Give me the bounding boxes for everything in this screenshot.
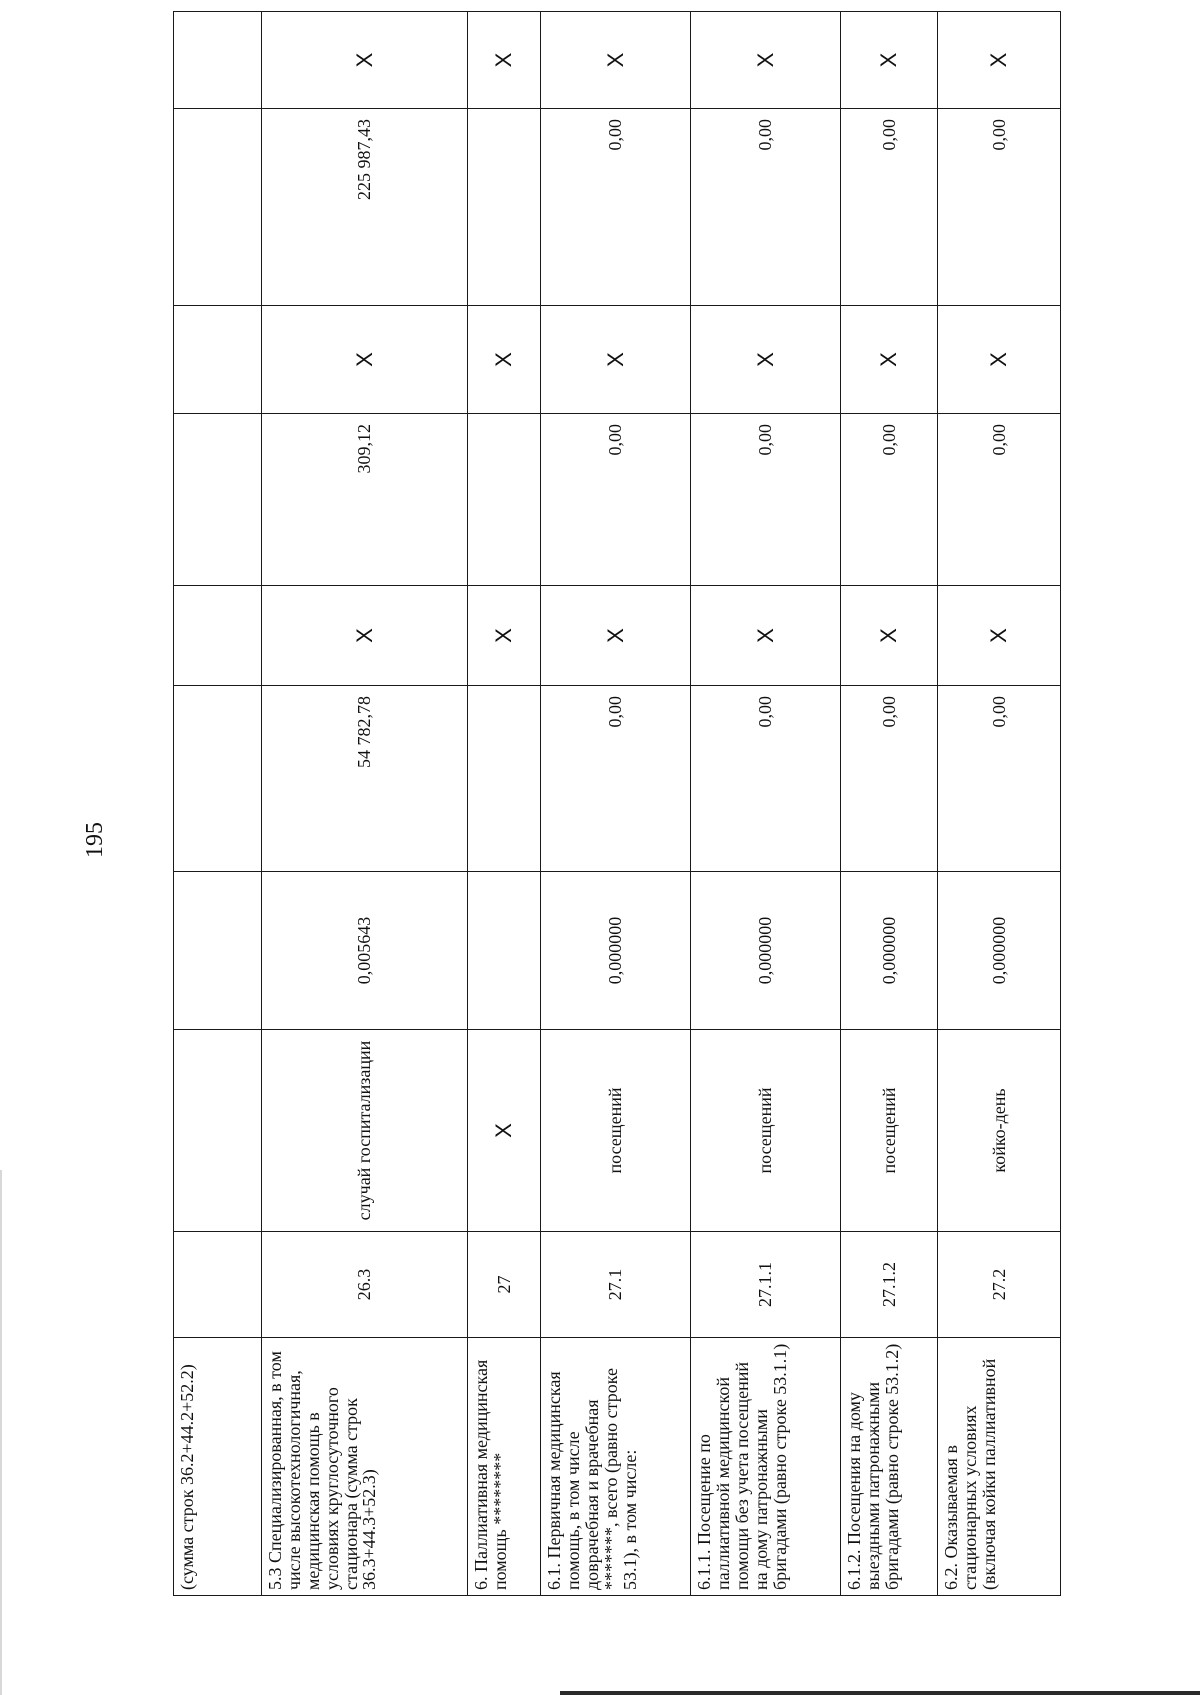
rotated-table-container: [173, 52, 1060, 1596]
table-row: [174, 12, 262, 1596]
value-cell: X: [841, 586, 938, 686]
financing-table: [173, 11, 1061, 1596]
row-label: (сумма строк 36.2+44.2+52.2): [174, 1338, 262, 1596]
value-cell: 0,00: [691, 414, 841, 586]
value-cell: 0,000000: [841, 872, 938, 1030]
value-cell: [174, 586, 262, 686]
value-cell: 0,00: [541, 686, 691, 872]
scan-edge-bottom: [560, 1691, 1200, 1695]
value-cell: X: [262, 306, 468, 414]
unit-cell: X: [468, 1030, 541, 1232]
row-number: 27.1: [541, 1232, 691, 1338]
value-cell: [174, 12, 262, 109]
value-cell: 0,00: [841, 686, 938, 872]
value-cell: X: [262, 586, 468, 686]
table-row: [541, 12, 691, 1596]
table-row: [691, 12, 841, 1596]
value-cell: X: [691, 12, 841, 109]
value-cell: 0,000000: [938, 872, 1061, 1030]
value-cell: 0,00: [938, 686, 1061, 872]
value-cell: X: [262, 12, 468, 109]
table-row: [468, 12, 541, 1596]
value-cell: 54 782,78: [262, 686, 468, 872]
row-label: 6.1. Первичная медицинская помощь, в том числе доврачебная и врачебная *******, всего (равно строке 53.1), в том числе:: [541, 1338, 691, 1596]
row-number: 27.2: [938, 1232, 1061, 1338]
value-cell: X: [938, 12, 1061, 109]
value-cell: 0,00: [841, 414, 938, 586]
value-cell: [174, 872, 262, 1030]
row-label: 5.3 Специализированная, в том числе высокотехнологичная, медицинская помощь в условиях круглосуточного стационара (сумма строк 36.3+44.3+52.3): [262, 1338, 468, 1596]
value-cell: 0,000000: [541, 872, 691, 1030]
unit-cell: [174, 1030, 262, 1232]
unit-cell: посещений: [541, 1030, 691, 1232]
value-cell: X: [841, 12, 938, 109]
value-cell: X: [468, 12, 541, 109]
row-number: [174, 1232, 262, 1338]
value-cell: 0,000000: [691, 872, 841, 1030]
value-cell: 0,00: [541, 109, 691, 306]
row-number: 27.1.2: [841, 1232, 938, 1338]
row-label: 6.2. Оказываемая в стационарных условиях (включая койки паллиативной: [938, 1338, 1061, 1596]
table-row: [938, 12, 1061, 1596]
row-number: 27: [468, 1232, 541, 1338]
value-cell: 0,00: [938, 414, 1061, 586]
value-cell: 309,12: [262, 414, 468, 586]
value-cell: X: [938, 306, 1061, 414]
value-cell: [174, 306, 262, 414]
unit-cell: посещений: [691, 1030, 841, 1232]
value-cell: 0,00: [938, 109, 1061, 306]
unit-cell: койко-день: [938, 1030, 1061, 1232]
table-row: [841, 12, 938, 1596]
row-label: 6. Паллиативная медицинская помощь ********: [468, 1338, 541, 1596]
value-cell: X: [541, 12, 691, 109]
value-cell: 0,00: [541, 414, 691, 586]
value-cell: [468, 109, 541, 306]
value-cell: X: [541, 306, 691, 414]
value-cell: [174, 414, 262, 586]
value-cell: X: [468, 586, 541, 686]
row-number: 27.1.1: [691, 1232, 841, 1338]
value-cell: [174, 686, 262, 872]
value-cell: [468, 686, 541, 872]
value-cell: 0,00: [691, 686, 841, 872]
value-cell: 225 987,43: [262, 109, 468, 306]
value-cell: [468, 872, 541, 1030]
value-cell: X: [468, 306, 541, 414]
unit-cell: случай госпитализации: [262, 1030, 468, 1232]
value-cell: X: [938, 586, 1061, 686]
value-cell: [468, 414, 541, 586]
value-cell: X: [691, 306, 841, 414]
row-number: 26.3: [262, 1232, 468, 1338]
value-cell: X: [691, 586, 841, 686]
scan-edge-left: [0, 1170, 2, 1695]
unit-cell: посещений: [841, 1030, 938, 1232]
page-number: 195: [82, 822, 108, 858]
value-cell: 0,00: [841, 109, 938, 306]
value-cell: 0,00: [691, 109, 841, 306]
row-label: 6.1.2. Посещения на дому выездными патронажными бригадами (равно строке 53.1.2): [841, 1338, 938, 1596]
value-cell: 0,005643: [262, 872, 468, 1030]
table-row: [262, 12, 468, 1596]
value-cell: X: [541, 586, 691, 686]
row-label: 6.1.1. Посещение по паллиативной медицинской помощи без учета посещений на дому патронажными бригадами (равно строке 53.1.1): [691, 1338, 841, 1596]
value-cell: X: [841, 306, 938, 414]
table-frame: [173, 52, 1060, 1596]
value-cell: [174, 109, 262, 306]
